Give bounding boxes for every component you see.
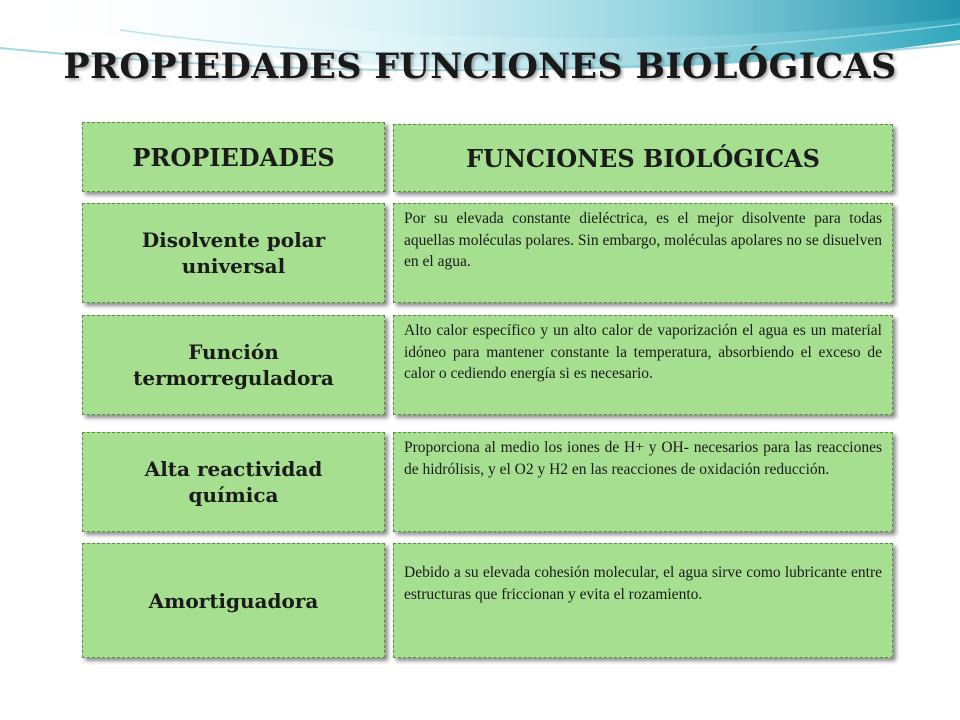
property-label: Alta reactividad química: [144, 457, 323, 507]
property-label: Función termorreguladora: [133, 340, 334, 390]
property-label: Disolvente polar universal: [141, 228, 326, 278]
header-propiedades: [82, 122, 385, 192]
header-funciones: [393, 124, 893, 192]
property-box-1: [82, 203, 385, 303]
page-title: PROPIEDADES FUNCIONES BIOLÓGICAS: [63, 46, 897, 87]
property-label: Amortiguadora: [148, 588, 319, 613]
function-text: Debido a su elevada cohesión molecular, el agua sirve como lubricante entre estructuras que friccionan y evita el rozamiento.: [404, 564, 882, 603]
function-box-1: [393, 203, 893, 303]
function-text: Proporciona al medio los iones de H+ y OH- necesarios para las reacciones de hidrólisis, y el O2 y H2 en las reacciones de oxidación reducción.: [404, 439, 882, 478]
function-text: Alto calor específico y un alto calor de vaporización el agua es un material idóneo para mantener constante la temperatura, absorbiendo el exceso de calor o cediendo energía si es necesario.: [404, 322, 882, 383]
header-funciones-label: FUNCIONES BIOLÓGICAS: [465, 143, 821, 173]
property-box-4: [82, 543, 385, 658]
function-box-4: [393, 543, 893, 658]
header-propiedades-label: PROPIEDADES: [132, 142, 335, 172]
function-text: Por su elevada constante dieléctrica, es el mejor disolvente para todas aquellas moléculas polares. Sin embargo, moléculas apolares no se disuelven en el agua.: [404, 210, 882, 271]
function-box-2: [393, 315, 893, 415]
function-box-3: [393, 432, 893, 532]
property-box-2: [82, 315, 385, 415]
property-box-3: [82, 432, 385, 532]
